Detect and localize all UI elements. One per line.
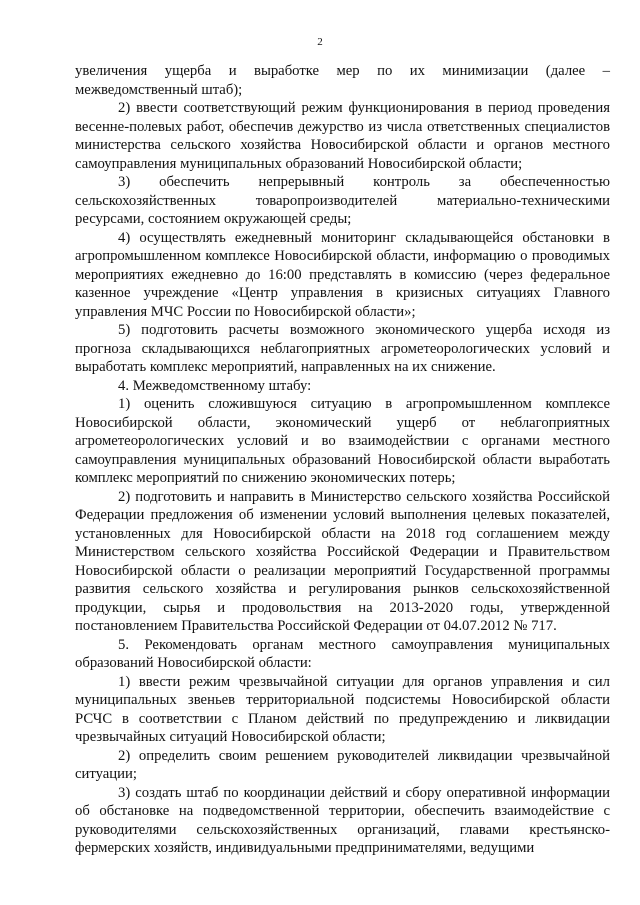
paragraph-item-3-5: 5) подготовить расчеты возможного экономического ущерба исходя из прогноза складывающихся неблагоприятных агрометеорологических условий и выработать комплекс мероприятий, направленных на их снижение.	[75, 322, 610, 375]
section-5-heading: 5. Рекомендовать органам местного самоуправления муниципальных образований Новосибирской области:	[75, 636, 610, 671]
paragraph-item-5-3: 3) создать штаб по координации действий и сбору оперативной информации об обстановке на подведомственной территории, обеспечить взаимодействие с руководителями сельскохозяйственных организаций, главами крестьянско-фермерских хозяйств, индивидуальными предпринимателями, ведущими	[75, 784, 610, 856]
document-body	[75, 62, 610, 858]
paragraph-item-4-1: 1) оценить сложившуюся ситуацию в агропромышленном комплексе Новосибирской области, экономический ущерб от неблагоприятных агрометеорологических условий и во взаимодействии с органами местного самоуправления муниципальных образований Новосибирской области выработать комплекс мероприятий по снижению экономических потерь;	[75, 396, 610, 486]
paragraph-item-5-2: 2) определить своим решением руководителей ликвидации чрезвычайной ситуации;	[75, 747, 610, 782]
paragraph-item-3-3: 3) обеспечить непрерывный контроль за обеспеченностью сельскохозяйственных товаропроизводителей материально-техническими ресурсами, состоянием окружающей среды;	[75, 174, 610, 227]
paragraph-item-3-4: 4) осуществлять ежедневный мониторинг складывающейся обстановки в агропромышленном комплексе Новосибирской области, информацию о проводимых мероприятиях ежедневно до 16:00 представлять в комиссию (через федеральное казенное учреждение «Центр управления в кризисных ситуациях Главного управления МЧС России по Новосибирской области»;	[75, 229, 610, 320]
paragraph-item-5-1: 1) ввести режим чрезвычайной ситуации для органов управления и сил муниципальных звеньев территориальной подсистемы Новосибирской области РСЧС в соответствии с Планом действий по предупреждению и ликвидации чрезвычайных ситуаций Новосибирской области;	[75, 673, 610, 745]
section-4-heading: 4. Межведомственному штабу:	[118, 377, 312, 394]
page-number: 2	[317, 36, 323, 48]
paragraph-item-3-2: 2) ввести соответствующий режим функционирования в период проведения весенне-полевых работ, обеспечив дежурство из числа ответственных специалистов министерства сельского хозяйства Новосибирской области и органов местного самоуправления муниципальных образований Новосибирской области;	[75, 100, 610, 172]
paragraph-item-4-2: 2) подготовить и направить в Министерство сельского хозяйства Российской Федерации предложения об изменении условий выполнения целевых показателей, установленных для Новосибирской области на 2018 год соглашением между Министерством сельского хозяйства Российской Федерации и Правительством Новосибирской области о реализации мероприятий Государственной программы развития сельского хозяйства и регулирования рынков сельскохозяйственной продукции, сырья и продовольствия на 2013-2020 годы, утвержденной постановлением Правительства Российской Федерации от 04.07.2012 № 717.	[75, 488, 610, 634]
paragraph-continuation: увеличения ущерба и выработке мер по их минимизации (далее – межведомственный штаб);	[75, 63, 610, 98]
